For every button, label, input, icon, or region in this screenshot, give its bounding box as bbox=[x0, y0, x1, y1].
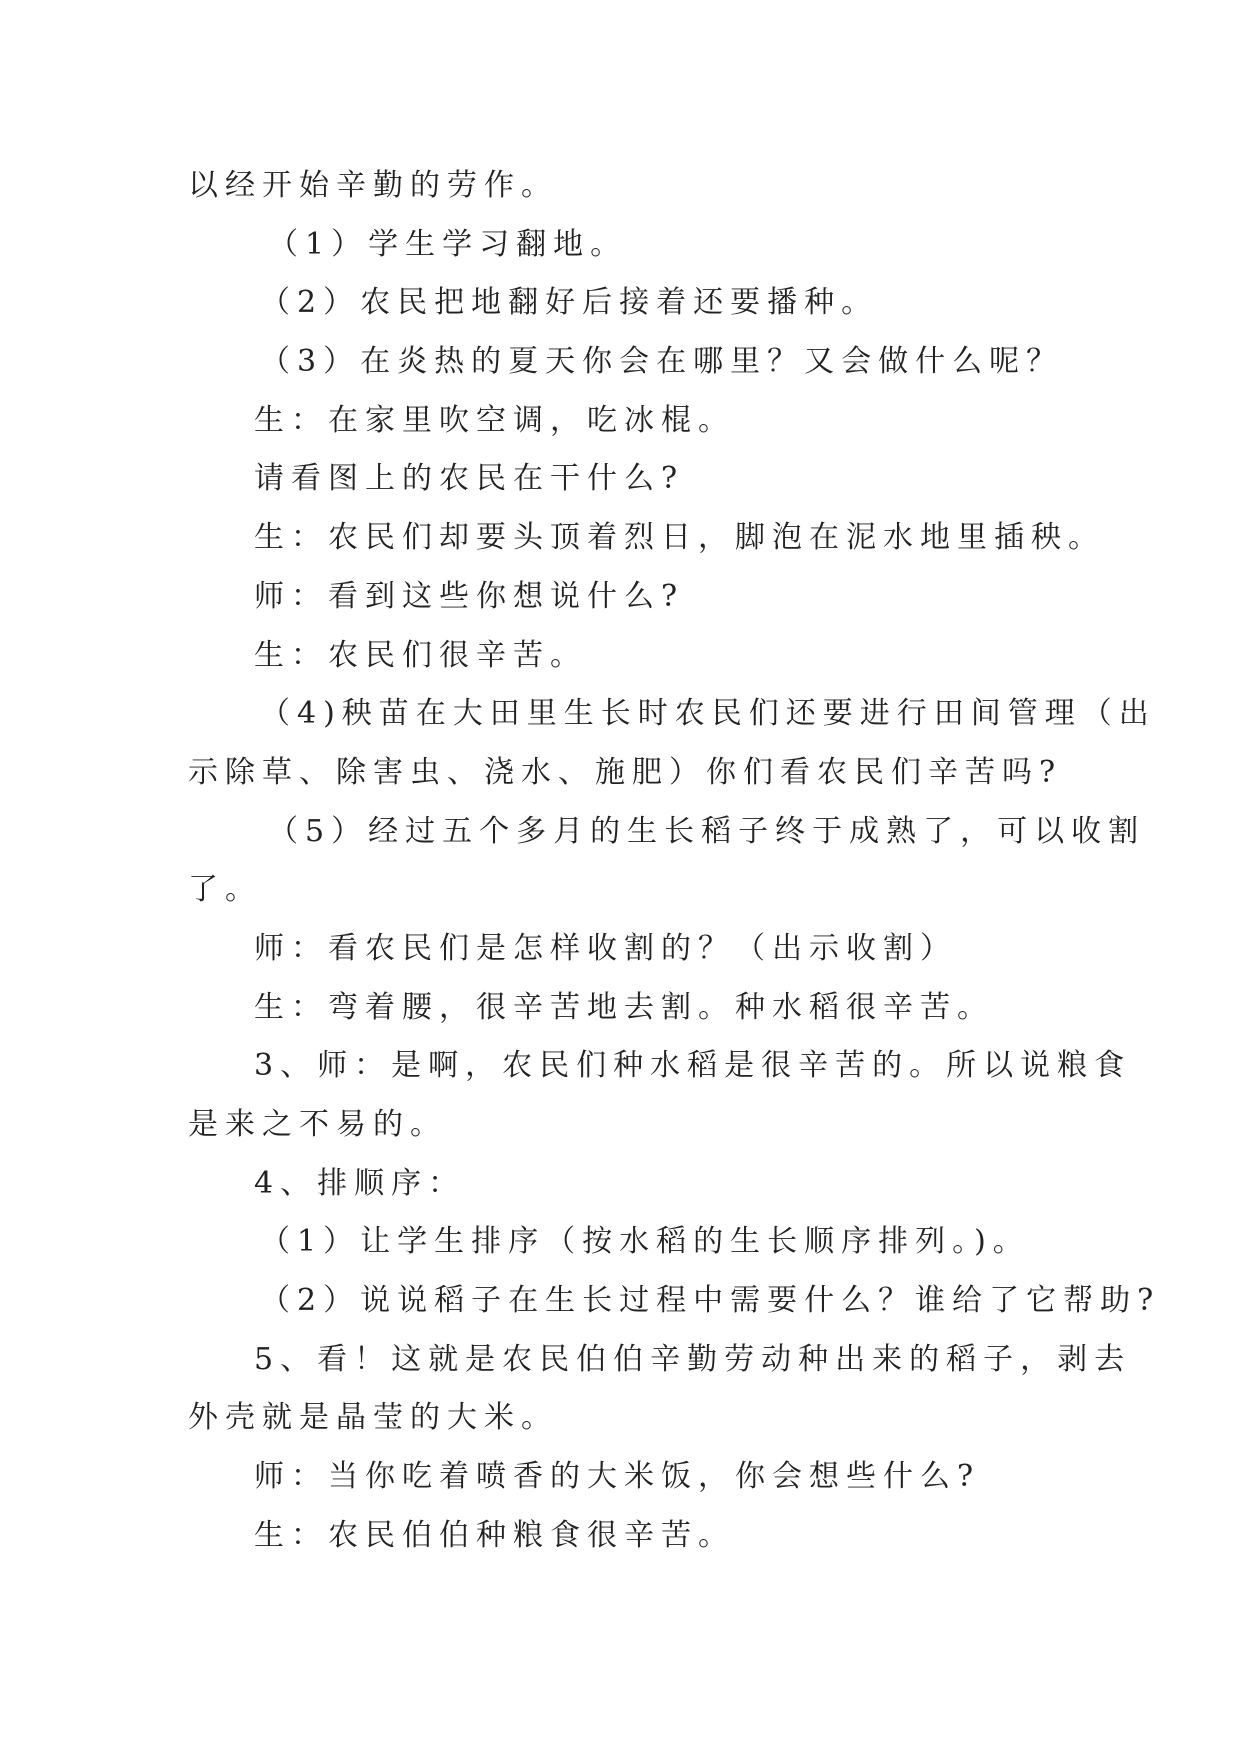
paragraph-line: 外壳就是晶莹的大米。 bbox=[188, 1400, 558, 1436]
paragraph-line: 生：农民伯伯种粮食很辛苦。 bbox=[254, 1517, 735, 1553]
paragraph-line: 4、排顺序： bbox=[254, 1165, 466, 1201]
paragraph-line: 以经开始辛勤的劳作。 bbox=[188, 168, 558, 203]
paragraph-line: 师：看农民们是怎样收割的？（出示收割） bbox=[254, 930, 957, 966]
paragraph-line: 师：当你吃着喷香的大米饭，你会想些什么? bbox=[254, 1459, 981, 1495]
paragraph-line: 生：弯着腰，很辛苦地去割。种水稻很辛苦。 bbox=[254, 989, 994, 1025]
paragraph-line: （5）经过五个多月的生长稻子终于成熟了，可以收割 bbox=[268, 813, 1146, 849]
paragraph-line: 是来之不易的。 bbox=[188, 1107, 447, 1142]
body-text bbox=[188, 157, 1161, 1566]
paragraph-line: 5、看！这就是农民伯伯辛勤劳动种出来的稻子，剥去 bbox=[254, 1341, 1132, 1377]
paragraph-line: 3、师：是啊，农民们种水稻是很辛苦的。所以说粮食 bbox=[254, 1048, 1132, 1084]
paragraph-line: 生：农民们很辛苦。 bbox=[254, 637, 587, 673]
paragraph-line: （2）说说稻子在生长过程中需要什么？谁给了它帮助? bbox=[260, 1283, 1161, 1319]
paragraph-line: （4)秧苗在大田里生长时农民们还要进行田间管理（出 bbox=[260, 696, 1156, 732]
paragraph-line: 请看图上的农民在干什么? bbox=[254, 461, 685, 497]
paragraph-line: （1）让学生排序（按水稻的生长顺序排列。)。 bbox=[260, 1224, 1030, 1260]
paragraph-line: 生：在家里吹空调，吃冰棍。 bbox=[254, 402, 735, 438]
paragraph-line: 师：看到这些你想说什么? bbox=[254, 578, 685, 614]
paragraph-line: 了。 bbox=[188, 872, 262, 908]
paragraph-line: 生：农民们却要头顶着烈日，脚泡在泥水地里插秧。 bbox=[254, 520, 1105, 556]
paragraph-line: （1）学生学习翻地。 bbox=[268, 226, 628, 262]
paragraph-line: （2）农民把地翻好后接着还要播种。 bbox=[260, 285, 879, 321]
paragraph-line: （3）在炎热的夏天你会在哪里？又会做什么呢？ bbox=[260, 344, 1064, 380]
paragraph-line: 示除草、除害虫、浇水、施肥）你们看农民们辛苦吗? bbox=[188, 754, 1063, 790]
